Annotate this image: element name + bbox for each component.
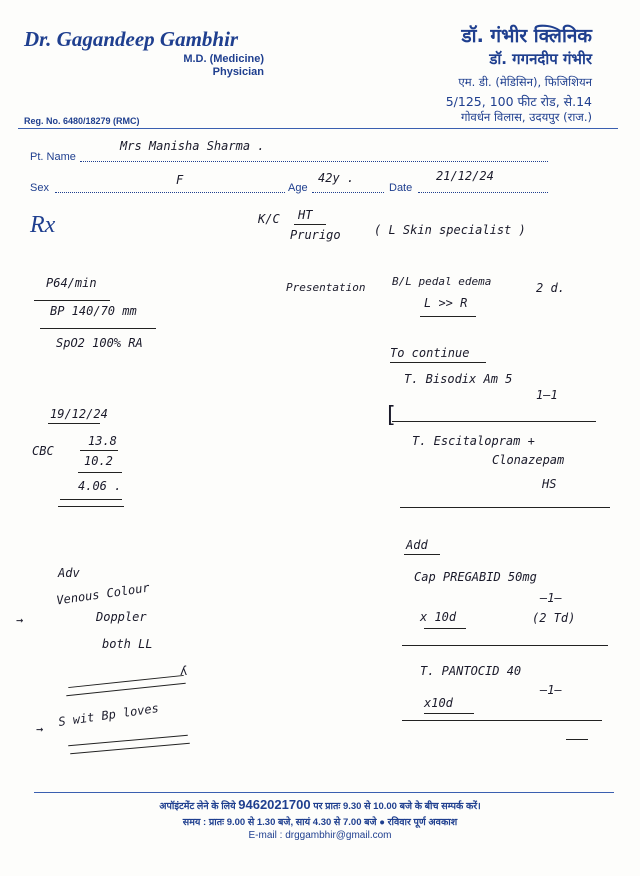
date-line bbox=[418, 192, 548, 193]
adv-label: Adv bbox=[58, 566, 80, 580]
cbc-label: CBC bbox=[32, 444, 54, 458]
med2-name2: Clonazepam bbox=[492, 453, 565, 467]
presentation-text: B/L pedal edema bbox=[392, 275, 492, 288]
continue-label: To continue bbox=[390, 346, 470, 360]
adv-mark: ʎ bbox=[180, 664, 188, 678]
footer-email bbox=[0, 830, 640, 841]
age-line bbox=[312, 192, 384, 193]
cbc-value3: 4.06 . bbox=[78, 479, 122, 493]
pt-name-value: Mrs Manisha Sharma . bbox=[120, 139, 265, 153]
med3-name: Cap PREGABID 50mg bbox=[414, 570, 537, 584]
add-label: Add bbox=[406, 538, 428, 552]
med1-name: T. Bisodix Am 5 bbox=[404, 372, 513, 386]
age-value: 42y . bbox=[318, 171, 355, 185]
age-label: Age bbox=[288, 182, 308, 194]
qualification-hi: एम. डी. (मेडिसिन), फिजिशियन bbox=[458, 75, 592, 89]
bracket-rule bbox=[392, 421, 596, 422]
kc-underline bbox=[294, 224, 326, 225]
adv-rule1 bbox=[68, 675, 183, 688]
vitals-rule2 bbox=[40, 328, 156, 329]
cbc-rule3 bbox=[60, 499, 122, 500]
adv-arrow2-icon: → bbox=[36, 722, 44, 736]
med4-duration-underline bbox=[424, 713, 474, 714]
vitals-spo2: SpO2 100% RA bbox=[56, 336, 143, 350]
appointment-suffix: पर प्रातः 9.30 से 10.00 बजे के बीच सम्पर्क करें। bbox=[313, 801, 481, 812]
designation-en: Physician bbox=[212, 66, 264, 78]
med2-dose: HS bbox=[542, 477, 557, 491]
cbc-value1: 13.8 bbox=[88, 434, 117, 448]
presentation-sub: L >> R bbox=[424, 296, 468, 310]
continue-underline bbox=[390, 362, 486, 363]
email-label: E-mail : bbox=[248, 830, 283, 841]
adv-arrow-icon: → bbox=[16, 613, 24, 627]
med3-dose: —1— bbox=[540, 591, 562, 605]
qualification-en: M.D. (Medicine) bbox=[183, 53, 264, 65]
pt-name-label: Pt. Name bbox=[30, 151, 76, 163]
address-line2-hi: गोवर्धन विलास, उदयपुर (राज.) bbox=[460, 110, 592, 124]
adv-line3: both LL bbox=[102, 637, 153, 651]
sex-line bbox=[55, 192, 285, 193]
holiday: रविवार पूर्ण अवकाश bbox=[387, 817, 458, 828]
med4-name: T. PANTOCID 40 bbox=[420, 664, 522, 678]
med2-name: T. Escitalopram + bbox=[412, 434, 535, 448]
registration-number: Reg. No. 6480/18279 (RMC) bbox=[24, 116, 140, 126]
vitals-bp: BP 140/70 mm bbox=[50, 304, 137, 318]
phone-number: 9462021700 bbox=[238, 797, 311, 812]
kc-note: ( L Skin specialist ) bbox=[374, 223, 526, 237]
med1-dose: 1—1 bbox=[536, 388, 558, 402]
vitals-title: P64/min bbox=[46, 276, 97, 290]
med3-rule bbox=[402, 645, 608, 646]
adv-line1: Venous Colour bbox=[55, 580, 151, 608]
cbc-date-underline bbox=[48, 423, 100, 424]
kc-label: K/C bbox=[258, 212, 280, 226]
footer-divider bbox=[34, 792, 614, 793]
pt-name-line bbox=[80, 161, 548, 162]
med3-note: (2 Td) bbox=[532, 611, 576, 625]
med4-rule bbox=[402, 720, 602, 721]
footer-timings bbox=[0, 815, 640, 828]
end-mark bbox=[566, 739, 588, 740]
bracket-mark: [ bbox=[384, 403, 398, 428]
presentation-duration: 2 d. bbox=[536, 281, 565, 295]
presentation-label: Presentation bbox=[286, 281, 366, 294]
kc-line2: Prurigo bbox=[290, 228, 341, 242]
cbc-rule4 bbox=[58, 506, 124, 507]
adv-line2: Doppler bbox=[96, 610, 147, 624]
med4-duration: x10d bbox=[424, 696, 453, 710]
sex-value: F bbox=[176, 173, 184, 187]
date-label: Date bbox=[389, 182, 413, 194]
appointment-prefix: अपॉइंटमेंट लेने के लिये bbox=[159, 801, 236, 812]
sex-label: Sex bbox=[30, 182, 49, 194]
presentation-underline bbox=[420, 316, 476, 317]
cbc-rule2 bbox=[78, 472, 122, 473]
adv-line4: S wit Bp loves bbox=[57, 701, 160, 729]
add-underline bbox=[404, 554, 440, 555]
med4-dose: —1— bbox=[540, 683, 562, 697]
doctor-name-en: Dr. Gagandeep Gambhir bbox=[24, 27, 239, 51]
cbc-rule1 bbox=[80, 450, 118, 451]
cbc-date: 19/12/24 bbox=[50, 407, 108, 421]
kc-line1: HT bbox=[298, 208, 313, 222]
email-address: drggambhir@gmail.com bbox=[285, 830, 392, 841]
clinic-name-hi: डॉ. गंभीर क्लिनिक bbox=[461, 25, 592, 47]
med3-duration-underline bbox=[424, 628, 466, 629]
med2-rule bbox=[400, 507, 610, 508]
timings: समय : प्रातः 9.00 से 1.30 बजे, सायं 4.30 से 7.00 बजे bbox=[182, 817, 377, 828]
bullet-icon: ● bbox=[379, 817, 385, 828]
cbc-value2: 10.2 bbox=[84, 454, 113, 468]
rx-symbol: Rx bbox=[30, 212, 56, 238]
date-value: 21/12/24 bbox=[436, 169, 494, 183]
med3-duration: x 10d bbox=[420, 610, 457, 624]
vitals-rule1 bbox=[34, 300, 110, 301]
header-divider bbox=[18, 128, 618, 129]
address-line1-hi: 5/125, 100 फीट रोड, से.14 bbox=[445, 94, 592, 109]
footer-appointment bbox=[0, 797, 640, 812]
doctor-name-hi: डॉ. गगनदीप गंभीर bbox=[489, 50, 592, 68]
